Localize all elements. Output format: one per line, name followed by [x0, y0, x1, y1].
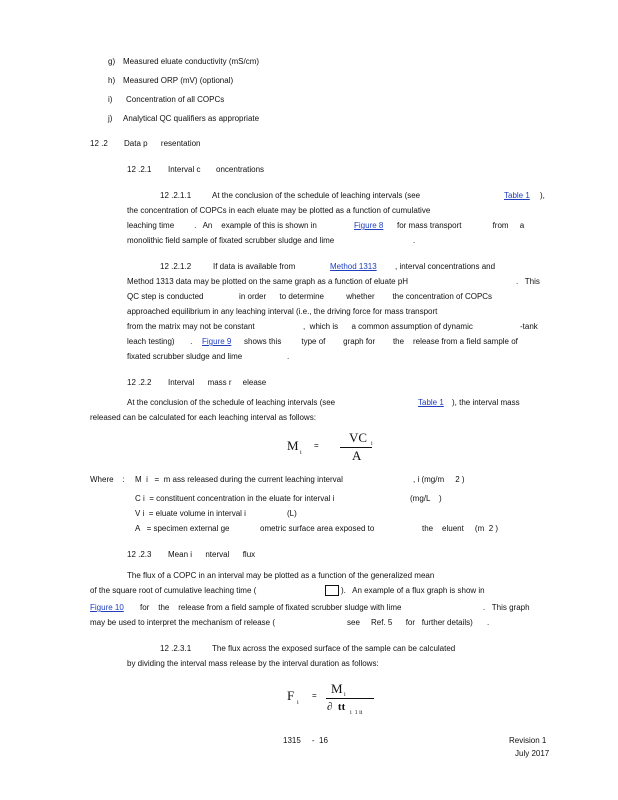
para-text: . This — [516, 277, 540, 286]
definition-surface-area: A = specimen external ge — [135, 524, 230, 533]
para-text: for the release from a field sample of fixated scrubber sludge with lime — [140, 603, 402, 612]
para-text: . — [287, 352, 290, 361]
para-text: fixated scrubber sludge and lime — [127, 352, 243, 361]
list-letter-j: j) — [108, 114, 113, 123]
para-text: leaching time . An example of this is shown in — [127, 221, 317, 230]
para-text: may be used to interpret the mechanism of release ( — [90, 618, 275, 627]
para-text: At the conclusion of the schedule of leaching intervals (see — [212, 191, 421, 200]
para-text: . — [413, 236, 416, 245]
section-number-12-2-1-1: 12 .2.1.1 — [160, 191, 192, 200]
section-number-12-2-1: 12 .2.1 — [127, 165, 152, 174]
para-text: approached equilibrium in any leaching interval (i.e., the driving force for mass transport — [127, 307, 438, 316]
list-item-g: Measured eluate conductivity (mS/cm) — [123, 57, 260, 66]
para-text: The flux of a COPC in an interval may be plotted as a function of the generalized mean — [127, 571, 435, 580]
figure-8-link[interactable]: Figure 8 — [354, 221, 384, 230]
para-text: At the conclusion of the schedule of leaching intervals (see — [127, 398, 336, 407]
eq-denominator-subscript: i 1 ii — [350, 710, 363, 716]
section-number-12-2-3: 12 .2.3 — [127, 550, 152, 559]
method-1313-link[interactable]: Method 1313 — [330, 262, 377, 271]
revision-label: Revision 1 — [509, 736, 547, 745]
list-letter-h: h) — [108, 76, 116, 85]
definition-concentration: C i = constituent concentration in the eluate for interval i — [135, 494, 335, 503]
revision-date: July 2017 — [515, 749, 550, 758]
list-letter-g: g) — [108, 57, 116, 66]
figure-9-link[interactable]: Figure 9 — [202, 337, 232, 346]
para-text: , interval concentrations and — [395, 262, 496, 271]
para-text: The flux across the exposed surface of the sample can be calculated — [212, 644, 456, 653]
para-text: QC step is conducted in order to determine whether the concentration of COPCs — [127, 292, 493, 301]
section-title-12-2-2: Interval mass r elease — [168, 378, 267, 387]
section-number-12-2-3-1: 12 .2.3.1 — [160, 644, 192, 653]
para-text: of the square root of cumulative leaching time ( — [90, 586, 257, 595]
eq-denominator: ∂ tt — [327, 701, 346, 713]
definition-units: , i (mg/m 2 ) — [413, 475, 465, 484]
eq-denominator: A — [352, 448, 362, 463]
list-item-i: Concentration of all COPCs — [126, 95, 225, 104]
para-text: . — [487, 618, 490, 627]
list-item-h: Measured ORP (mV) (optional) — [123, 76, 234, 85]
fraction-bar — [326, 698, 374, 699]
para-text: leach testing) . — [127, 337, 193, 346]
section-title-12-2-3: Mean i nterval flux — [168, 550, 256, 559]
list-letter-i: i) — [108, 95, 113, 104]
definition-surface-area: ometric surface area exposed to — [260, 524, 375, 533]
para-text: . This graph — [483, 603, 530, 612]
reference-text: see Ref. 5 for further details) — [347, 618, 473, 627]
eq-m-symbol: M — [287, 438, 299, 453]
eq-numerator: M — [331, 681, 343, 696]
section-number-12-2: 12 .2 — [90, 139, 108, 148]
para-text: monolithic field sample of fixated scrubber sludge and lime — [127, 236, 335, 245]
section-number-12-2-2: 12 .2.2 — [127, 378, 152, 387]
section-number-12-2-1-2: 12 .2.1.2 — [160, 262, 192, 271]
list-item-j: Analytical QC qualifiers as appropriate — [123, 114, 260, 123]
section-title-12-2-1: Interval c oncentrations — [168, 165, 265, 174]
para-text: by dividing the interval mass release by the interval duration as follows: — [127, 659, 379, 668]
eq-m-subscript: i — [300, 450, 302, 456]
definition-units: the eluent (m 2 ) — [422, 524, 499, 533]
figure-10-link[interactable]: Figure 10 — [90, 603, 124, 612]
para-text: ). An example of a flux graph is show in — [341, 586, 485, 595]
eq-numerator: VC — [349, 430, 368, 445]
definition-units: (L) — [287, 509, 297, 518]
eq-numerator-subscript: i — [344, 692, 346, 698]
para-text: Method 1313 data may be plotted on the same graph as a function of eluate pH — [127, 277, 409, 286]
eq-f-subscript: i — [297, 700, 299, 706]
definition-volume: V i = eluate volume in interval i — [135, 509, 246, 518]
para-text: , which is a common assumption of dynamic — [303, 322, 473, 331]
para-text: released can be calculated for each leaching interval as follows: — [90, 413, 316, 422]
square-root-symbol — [325, 585, 339, 596]
eq-f-symbol: F — [287, 688, 295, 703]
para-text: ), the interval mass — [452, 398, 520, 407]
table-1-link[interactable]: Table 1 — [418, 398, 444, 407]
para-text: -tank — [520, 322, 538, 331]
section-title-12-2: Data p resentation — [124, 139, 201, 148]
para-text: shows this type of graph for the release from a field sample of — [244, 337, 518, 346]
table-1-link[interactable]: Table 1 — [504, 191, 530, 200]
para-text: for mass transport from a — [397, 221, 525, 230]
eq-numerator-subscript: i — [371, 441, 373, 447]
eq-equals: = — [314, 441, 319, 450]
para-text: the concentration of COPCs in each eluate may be plotted as a function of cumulative — [127, 206, 431, 215]
para-text: If data is available from — [213, 262, 296, 271]
page-number: 1315 - 16 — [283, 736, 328, 745]
para-text: from the matrix may not be constant — [127, 322, 255, 331]
definition-units: (mg/L ) — [410, 494, 442, 503]
definition-mass-released: M i = m ass released during the current leaching interval — [135, 475, 343, 484]
where-label: Where : — [90, 475, 125, 484]
para-text: ), — [540, 191, 545, 200]
eq-equals: = — [312, 691, 317, 700]
